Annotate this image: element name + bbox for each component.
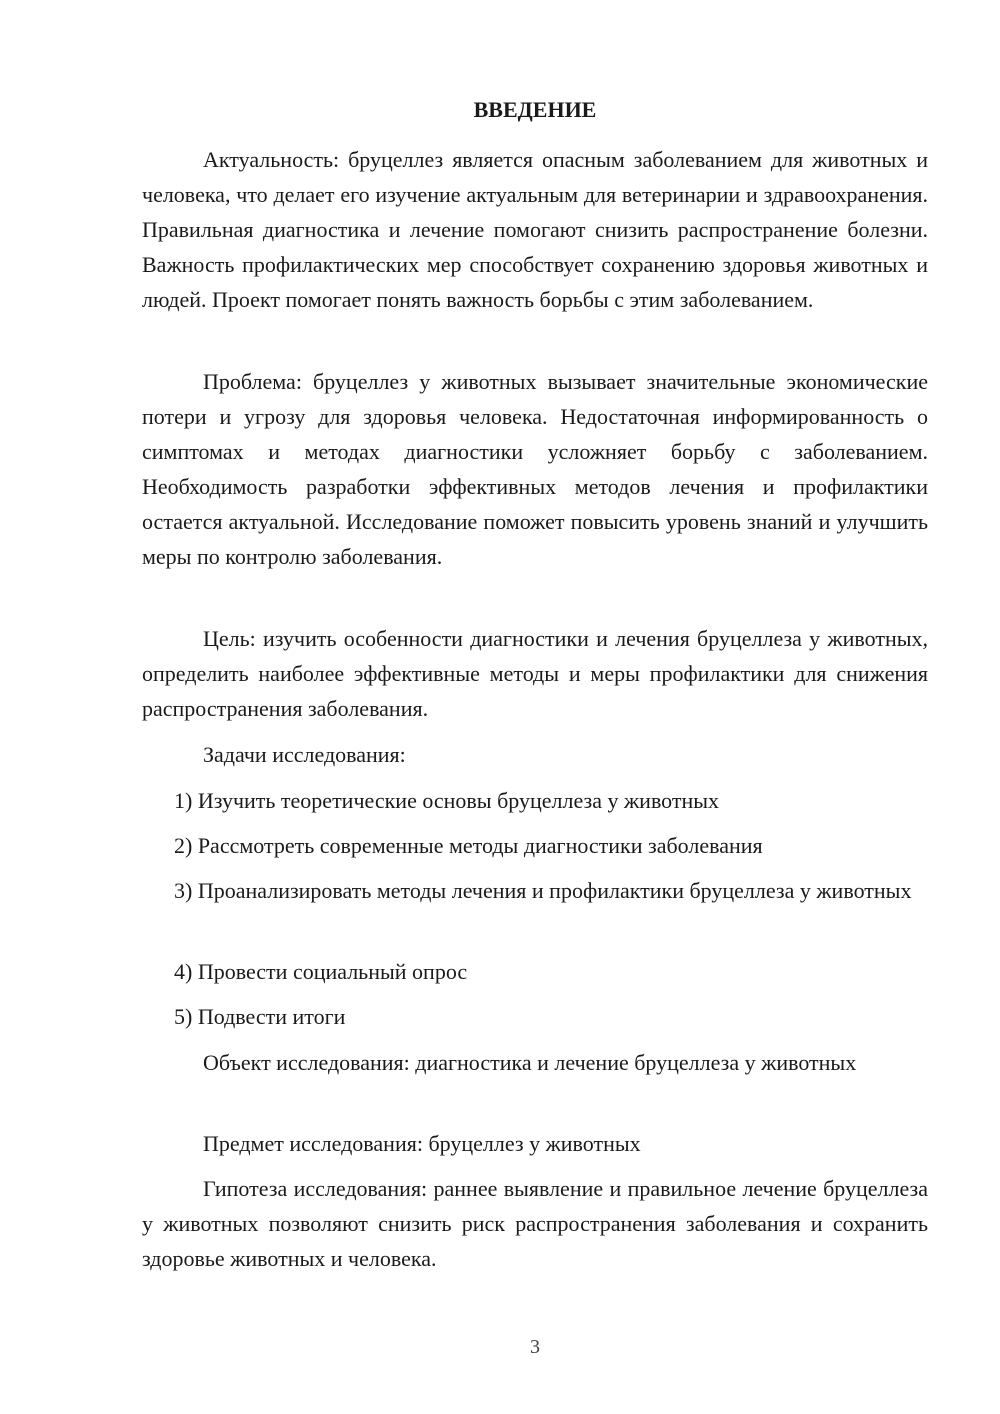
list-item: 5) Подвести итоги	[174, 1004, 346, 1029]
page-number: 3	[530, 1336, 540, 1358]
page-title: ВВЕДЕНИЕ	[473, 97, 597, 122]
list-item: 1) Изучить теоретические основы бруцеллеза у животных	[174, 788, 720, 813]
paragraph-goal: Цель: изучить особенности диагностики и лечения бруцеллеза у животных, определить наиболее эффективные методы и меры профилактики для снижения распространения заболевания.	[142, 626, 928, 721]
list-item: 2) Рассмотреть современные методы диагностики заболевания	[174, 833, 763, 858]
paragraph-object: Объект исследования: диагностика и лечение бруцеллеза у животных	[203, 1050, 857, 1075]
paragraph-problem: Проблема: бруцеллез у животных вызывает значительные экономические потери и угрозу для здоровья человека. Недостаточная информированность о симптомах и методах диагностики усложняет борьбу с заболеванием. Необходимость разработки эффективных методов лечения и профилактики остается актуальной. Исследование поможет повысить уровень знаний и улучшить меры по контролю заболевания.	[142, 369, 928, 569]
list-item: 3) Проанализировать методы лечения и профилактики бруцеллеза у животных	[174, 878, 912, 903]
paragraph-hypothesis: Гипотеза исследования: раннее выявление и правильное лечение бруцеллеза у животных позволяют снизить риск распространения заболевания и сохранить здоровье животных и человека.	[142, 1176, 928, 1271]
paragraph-subject: Предмет исследования: бруцеллез у животных	[203, 1131, 641, 1156]
paragraph-relevance: Актуальность: бруцеллез является опасным заболеванием для животных и человека, что делает его изучение актуальным для ветеринарии и здравоохранения. Правильная диагностика и лечение помогают снизить распространение болезни. Важность профилактических мер способствует сохранению здоровья животных и людей. Проект помогает понять важность борьбы с этим заболеванием.	[142, 147, 928, 312]
tasks-heading: Задачи исследования:	[203, 742, 406, 767]
list-item: 4) Провести социальный опрос	[174, 959, 468, 984]
